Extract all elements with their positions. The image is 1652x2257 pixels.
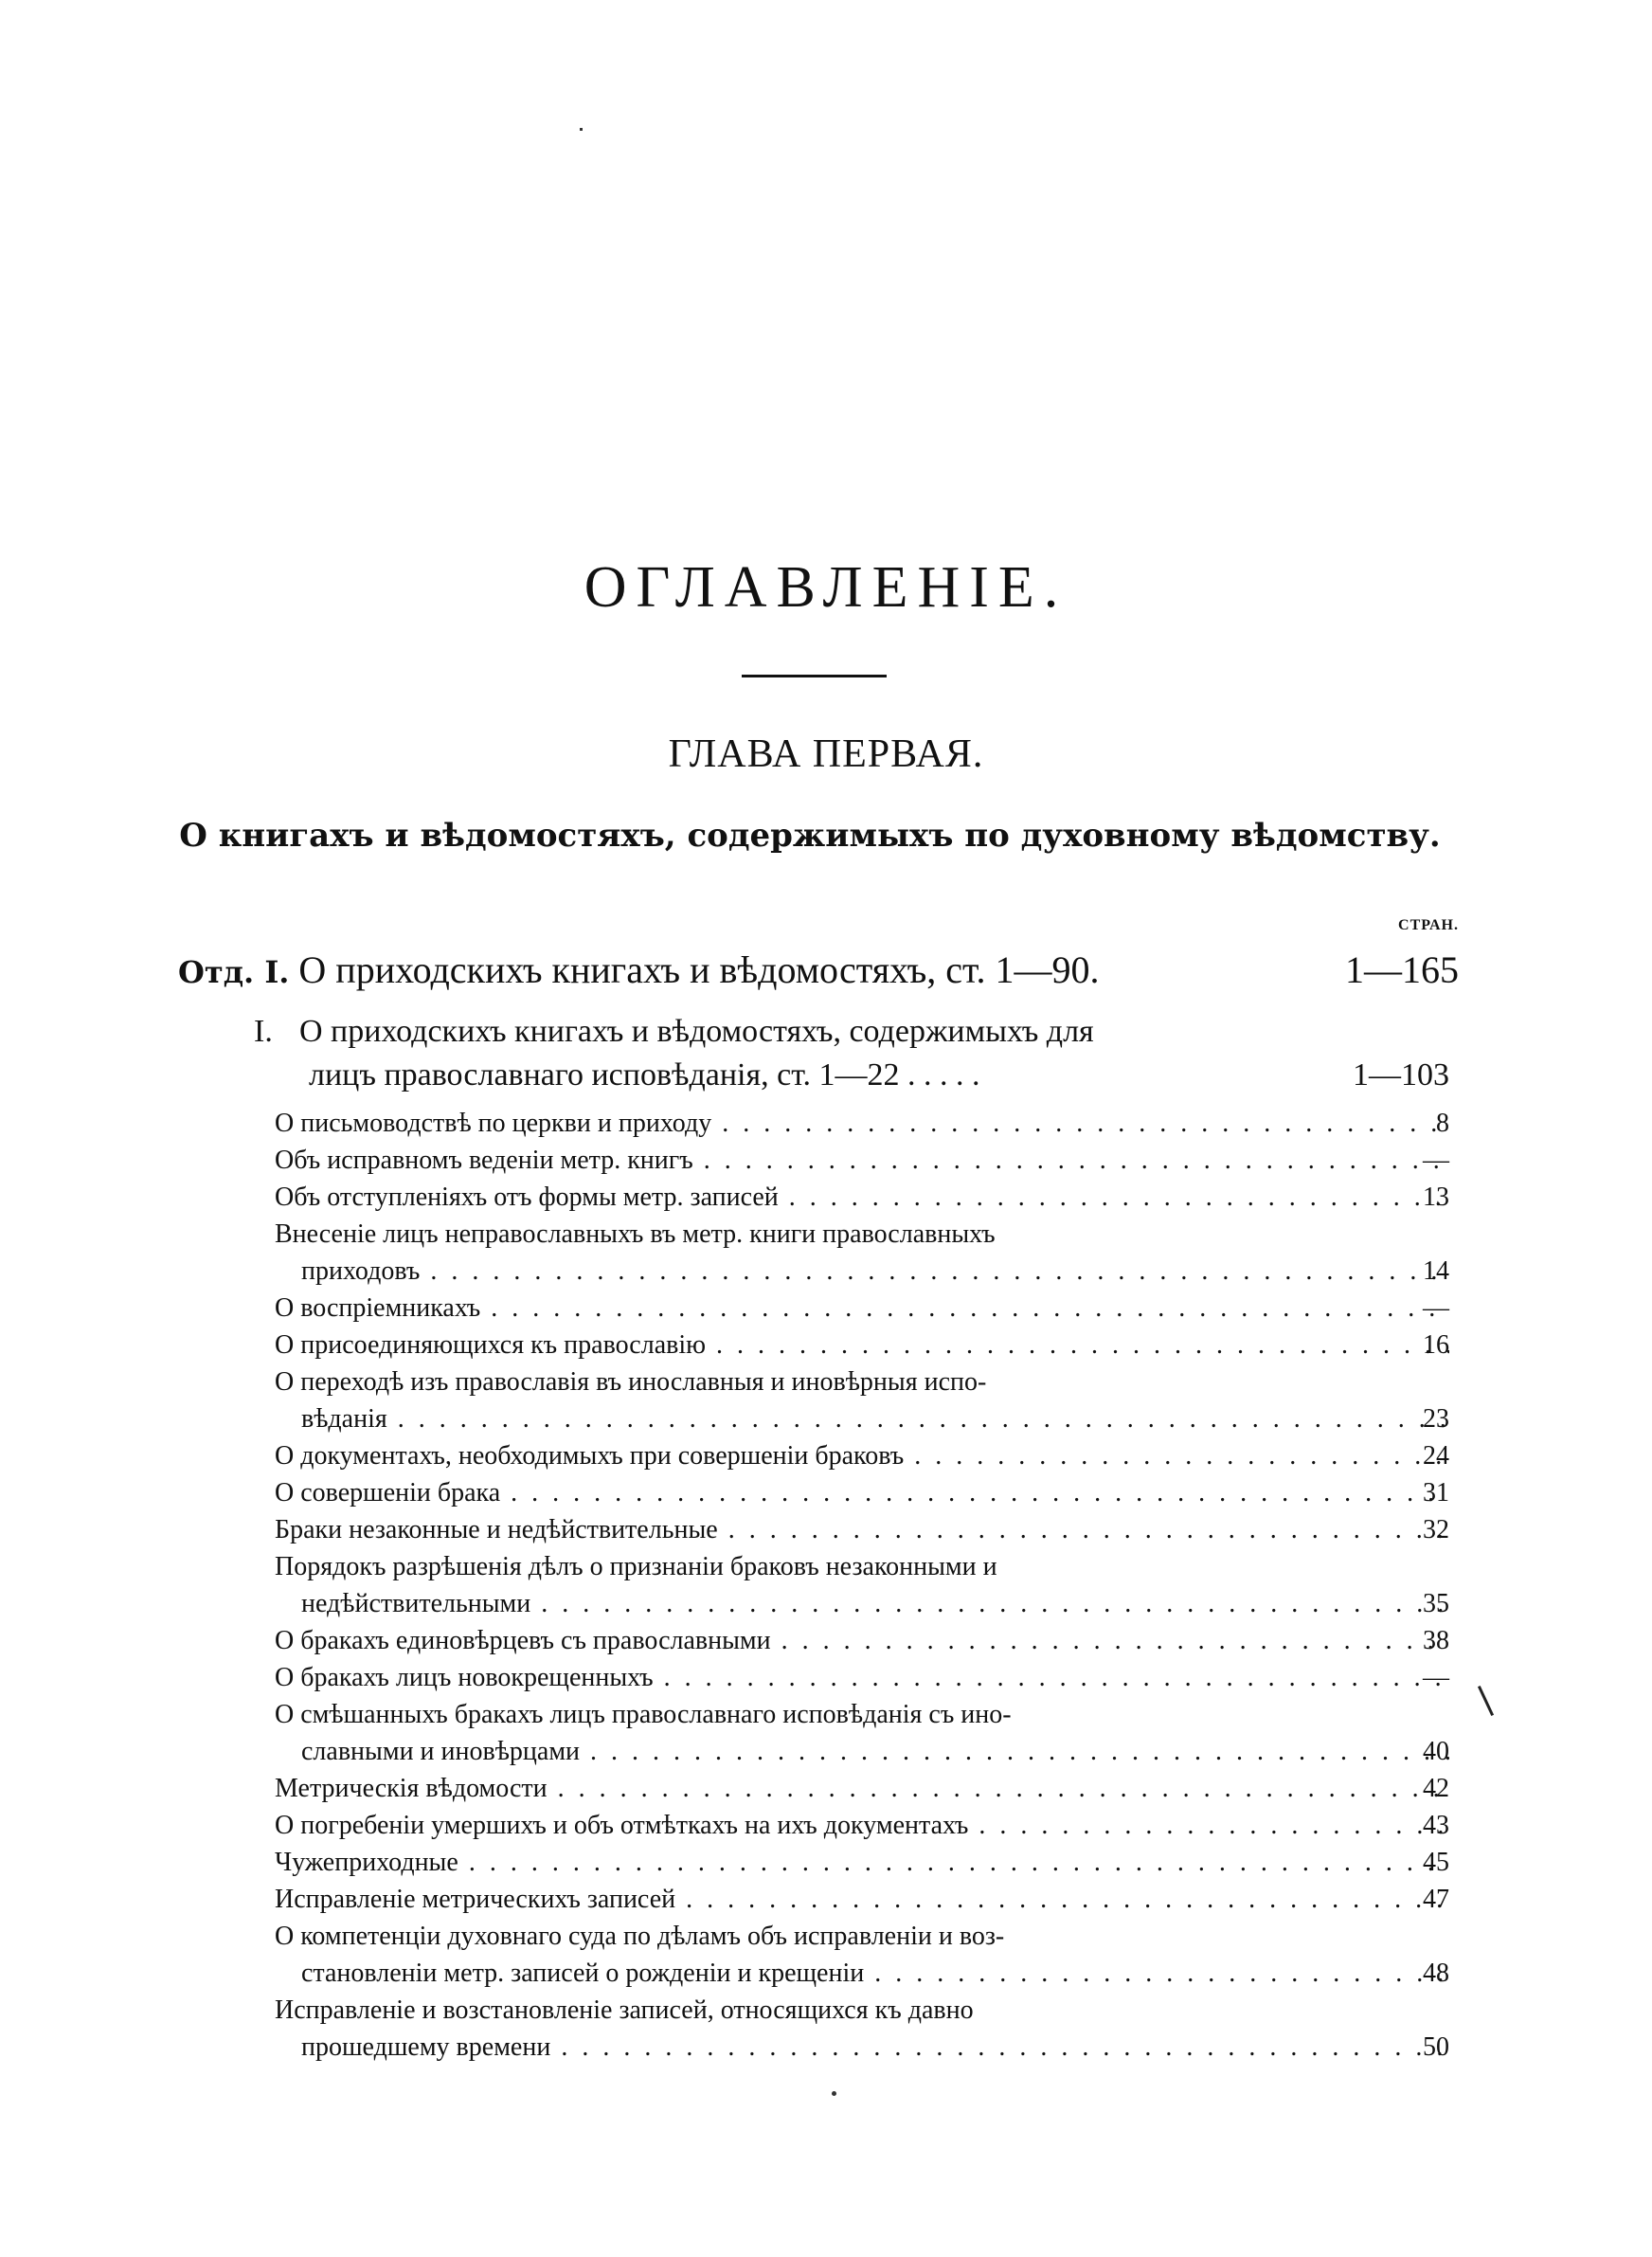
- toc-entry: [275, 1622, 1449, 1659]
- toc-entry-page: 42: [1423, 1774, 1449, 1803]
- toc-entry-text: приходовъ . . .: [275, 1253, 1449, 1290]
- toc-entry: [275, 1844, 1449, 1881]
- toc-entry-text: О совершеніи брака . . .: [275, 1474, 1449, 1511]
- toc-entry-text: недѣйствительными . . .: [275, 1585, 1449, 1622]
- toc-entry-text: становленіи метр. записей о рожденіи и крещеніи . . .: [275, 1955, 1449, 1992]
- toc-entry: [275, 1548, 1449, 1622]
- department-heading: [178, 946, 1459, 997]
- toc-entry-page: 31: [1423, 1478, 1449, 1508]
- toc-entry: [275, 1696, 1449, 1770]
- toc-entry-page: 35: [1423, 1589, 1449, 1618]
- section-pages: 1—103: [1353, 1057, 1449, 1092]
- toc-entry-page: —: [1423, 1663, 1449, 1692]
- section-title-line-2: [254, 1054, 1449, 1097]
- toc-entry-text: славными и иновѣрцами . . .: [275, 1733, 1449, 1770]
- toc-entry-page: 43: [1423, 1811, 1449, 1840]
- page-column-header: СТРАН.: [1398, 917, 1459, 933]
- title-rule: [742, 675, 887, 677]
- chapter-subtitle: О книгахъ и вѣдомостяхъ, содержимыхъ по духовному вѣдомству.: [179, 817, 1441, 855]
- toc-entry-page: 8: [1436, 1109, 1449, 1138]
- toc-entry-text: Объ исправномъ веденіи метр. книгъ . . .: [275, 1142, 1449, 1179]
- toc-entry: [275, 1363, 1449, 1437]
- toc-entry-page: 16: [1423, 1330, 1449, 1360]
- pen-mark: [1478, 1686, 1494, 1716]
- toc-entry: [275, 1770, 1449, 1807]
- toc-entry-page: 47: [1423, 1885, 1449, 1914]
- toc-entry-page: 45: [1423, 1848, 1449, 1877]
- toc-entry: [275, 1918, 1449, 1992]
- toc-entry-text: Исправленіе и возстановленіе записей, относящихся къ давно: [275, 1995, 974, 2025]
- toc-entry: [275, 1290, 1449, 1327]
- toc-entry-page: 40: [1423, 1737, 1449, 1766]
- toc-entry-text: Объ отступленіяхъ отъ формы метр. записей . . .: [275, 1179, 1449, 1216]
- section-heading: [254, 1010, 1449, 1097]
- toc-entry: [275, 1511, 1449, 1548]
- toc-entry-text: О компетенціи духовнаго суда по дѣламъ объ исправленіи и воз-: [275, 1922, 1005, 1951]
- toc-entry: [275, 1881, 1449, 1918]
- toc-entry-text: О письмоводствѣ по церкви и приходу . . .: [275, 1105, 1449, 1142]
- toc-entry: [275, 1992, 1449, 2066]
- toc-entry-text: прошедшему времени . . .: [275, 2029, 1449, 2066]
- section-title-line-1: О приходскихъ книгахъ и вѣдомостяхъ, содержимыхъ для: [299, 1014, 1094, 1049]
- toc-entry: [275, 1179, 1449, 1216]
- toc-entry-text: Внесеніе лицъ неправославныхъ въ метр. книги православныхъ: [275, 1219, 996, 1249]
- toc-entry-text: Порядокъ разрѣшенія дѣлъ о признаніи браковъ незаконными и: [275, 1552, 997, 1581]
- toc-entry: [275, 1474, 1449, 1511]
- toc-entry-text: О документахъ, необходимыхъ при совершеніи браковъ . . .: [275, 1437, 1449, 1474]
- toc-entry: [275, 1327, 1449, 1363]
- toc-entry: [275, 1142, 1449, 1179]
- toc-entry: [275, 1105, 1449, 1142]
- toc-entry-page: —: [1423, 1146, 1449, 1175]
- toc-entry-text: О переходѣ изъ православія въ инославныя и иновѣрныя испо-: [275, 1367, 987, 1397]
- toc-entry-page: —: [1423, 1293, 1449, 1323]
- department-title: О приходскихъ книгахъ и вѣдомостяхъ, ст. 1—90.: [298, 948, 1100, 991]
- toc-entry-page: 14: [1423, 1256, 1449, 1286]
- toc-entry-text: О погребеніи умершихъ и объ отмѣткахъ на ихъ документахъ . . .: [275, 1807, 1449, 1844]
- speck-mark: [580, 128, 583, 131]
- section-title-line-2-text: лицъ православнаго исповѣданія, ст. 1—22 . . . . .: [309, 1057, 980, 1092]
- toc-entry-text: вѣданія . . .: [275, 1400, 1449, 1437]
- toc-entry-text: Исправленіе метрическихъ записей . . .: [275, 1881, 1449, 1918]
- toc-entry: [275, 1807, 1449, 1844]
- toc-entry: [275, 1216, 1449, 1290]
- toc-entry-text: О бракахъ лицъ новокрещенныхъ . . .: [275, 1659, 1449, 1696]
- speck-mark: [832, 2091, 836, 2096]
- chapter-heading: ГЛАВА ПЕРВАЯ.: [668, 732, 984, 776]
- toc-entry-text: Чужеприходные . . .: [275, 1844, 1449, 1881]
- toc-entry-text: Метрическія вѣдомости . . .: [275, 1770, 1449, 1807]
- toc-entry: [275, 1437, 1449, 1474]
- toc-entry-page: 50: [1423, 2032, 1449, 2062]
- toc-entry-text: Браки незаконные и недѣйствительные . . .: [275, 1511, 1449, 1548]
- toc-entry-page: 38: [1423, 1626, 1449, 1655]
- toc-entry-page: 24: [1423, 1441, 1449, 1471]
- section-number: I.: [254, 1014, 273, 1049]
- toc-entry-page: 23: [1423, 1404, 1449, 1434]
- toc-entry-page: 13: [1423, 1183, 1449, 1212]
- toc-entry-text: О присоединяющихся къ православію . . .: [275, 1327, 1449, 1363]
- toc-entry-page: 32: [1423, 1515, 1449, 1544]
- toc-entry-page: 48: [1423, 1959, 1449, 1988]
- toc-entries: [275, 1105, 1449, 2066]
- toc-entry: [275, 1659, 1449, 1696]
- department-label: Отд. I.: [178, 954, 290, 990]
- department-pages: 1—165: [1345, 948, 1459, 991]
- toc-entry-text: О смѣшанныхъ бракахъ лицъ православнаго исповѣданія съ ино-: [275, 1700, 1012, 1729]
- toc-entry-text: О бракахъ единовѣрцевъ съ православными . . .: [275, 1622, 1449, 1659]
- toc-entry-text: О воспріемникахъ . . .: [275, 1290, 1449, 1327]
- page-title: ОГЛАВЛЕНІЕ.: [584, 555, 1068, 620]
